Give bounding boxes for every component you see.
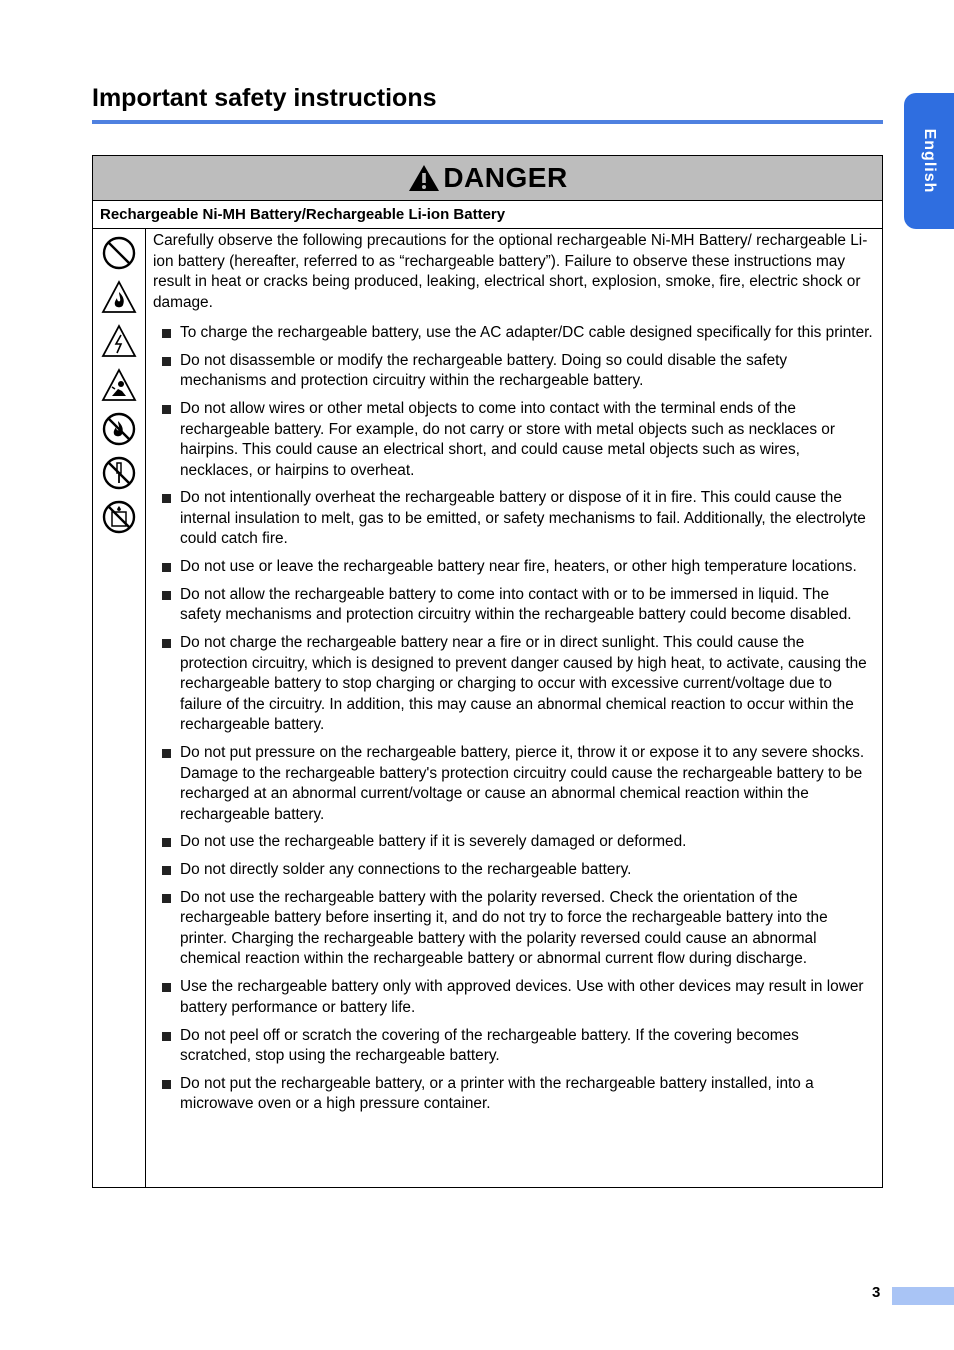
list-item: Do not use the rechargeable battery with the polarity reversed. Check the orientation of the rechargeable battery before inserting it, and do not try to force the rechargeable battery into the printer. Charging the rechargeable battery with the polarity reversed could cause an abnormal chemical reaction within the rechargeable battery or abnormal current flow during discharge. (153, 888, 874, 970)
language-tab-label: English (921, 128, 938, 194)
danger-box (92, 155, 883, 1188)
intro-paragraph: Carefully observe the following precautions for the optional rechargeable Ni-MH Battery/ rechargeable Li-ion battery (hereafter, referred to as “rechargeable battery”). Failure to observe these instructions may result in heat or cracks being produced, leaking, electrical short, explosion, smoke, fire, electric shock or damage. (153, 232, 868, 311)
list-item: Do not disassemble or modify the rechargeable battery. Doing so could disable the safety mechanisms and protection circuitry within the rechargeable battery. (153, 351, 874, 392)
electric-shock-warning-icon (101, 323, 137, 359)
page-number-bar (892, 1287, 954, 1305)
explosion-warning-icon (101, 367, 137, 403)
list-item: Do not charge the rechargeable battery near a fire or in direct sunlight. This could cause the protection circuitry, which is designed to prevent danger caused by high heat, to activate, causing the rechargeable battery to stop charging or charging to occur with excessive current/voltage due to failure of the circuitry. In addition, this may cause an abnormal chemical reaction to occur within the rechargeable battery. (153, 633, 874, 736)
battery-subheader: Rechargeable Ni-MH Battery/Rechargeable Li-ion Battery (93, 201, 882, 229)
list-item: Do not peel off or scratch the covering of the rechargeable battery. If the covering becomes scratched, stop using the rechargeable battery. (153, 1026, 874, 1067)
list-item: Do not put pressure on the rechargeable battery, pierce it, throw it or expose it to any severe shocks. Damage to the rechargeable battery's protection circuitry could cause the rechargeable battery to be recharged at an abnormal current/voltage or cause an abnormal chemical reaction within the rechargeable battery. (153, 743, 874, 825)
prohibited-icon (101, 235, 137, 271)
list-item: Use the rechargeable battery only with approved devices. Use with other devices may result in lower battery performance or battery life. (153, 977, 874, 1018)
warning-triangle-icon (407, 163, 441, 193)
list-item: Do not use or leave the rechargeable battery near fire, heaters, or other high temperature locations. (153, 557, 874, 578)
precautions-list (153, 323, 874, 1115)
safety-icon-column (93, 229, 146, 1187)
list-item: Do not use the rechargeable battery if it is severely damaged or deformed. (153, 832, 874, 853)
danger-content (93, 229, 882, 1187)
danger-label: DANGER (443, 162, 568, 193)
no-water-icon (101, 499, 137, 535)
list-item: Do not put the rechargeable battery, or a printer with the rechargeable battery installed, into a microwave oven or a high pressure container. (153, 1074, 874, 1115)
no-fire-icon (101, 411, 137, 447)
page-number: 3 (872, 1284, 881, 1301)
list-item: Do not allow the rechargeable battery to come into contact with or to be immersed in liquid. The safety mechanisms and protection circuitry within the rechargeable battery could become disabled. (153, 585, 874, 626)
page-title: Important safety instructions (92, 84, 437, 112)
fire-warning-icon (101, 279, 137, 315)
title-underline (92, 120, 883, 124)
list-item: Do not directly solder any connections to the rechargeable battery. (153, 860, 874, 881)
list-item: To charge the rechargeable battery, use the AC adapter/DC cable designed specifically for this printer. (153, 323, 874, 344)
do-not-disassemble-icon (101, 455, 137, 491)
danger-header (93, 156, 882, 201)
list-item: Do not allow wires or other metal objects to come into contact with the terminal ends of the rechargeable battery. For example, do not carry or store with metal objects such as necklaces or hairpins. This could cause an electrical short, and could cause metal objects such as wires, necklaces, or hairpins to overheat. (153, 399, 874, 481)
list-item: Do not intentionally overheat the rechargeable battery or dispose of it in fire. This could cause the internal insulation to melt, gas to be emitted, or safety mechanisms to fail. Additionally, the electrolyte could catch fire. (153, 488, 874, 550)
language-tab (904, 93, 954, 229)
danger-text (146, 229, 882, 1187)
